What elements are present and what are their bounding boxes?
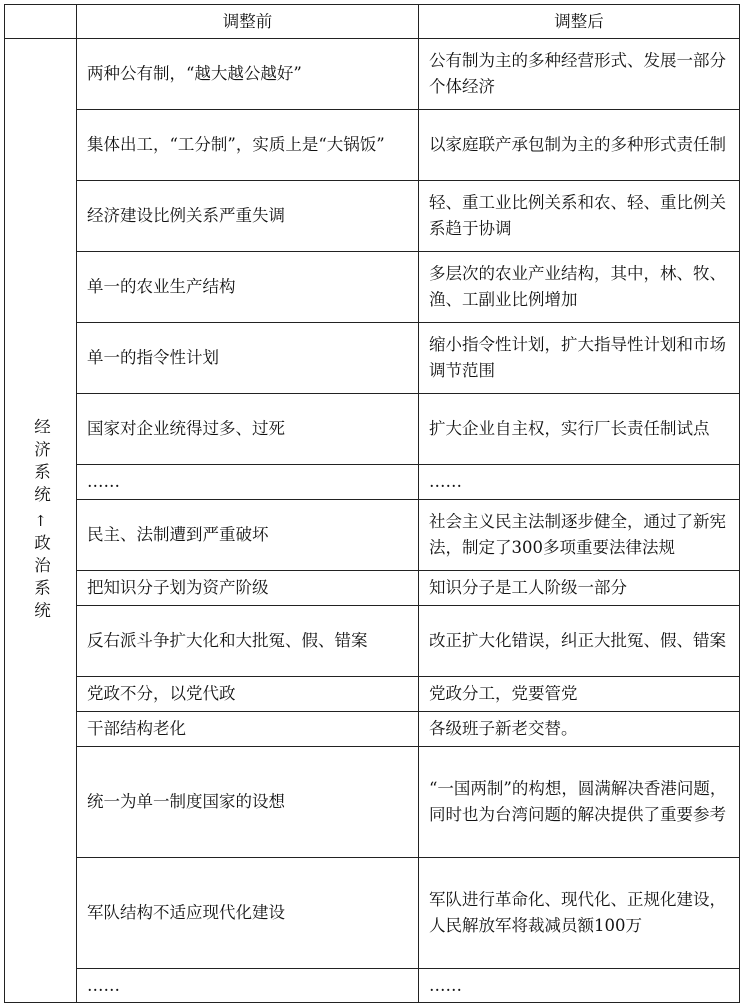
up-arrow-icon: ↑: [34, 511, 47, 530]
table-row: [5, 465, 740, 500]
cell-before: 两种公有制，“越大越公越好”: [77, 39, 419, 110]
cell-before: 集体出工，“工分制”，实质上是“大锅饭”: [77, 110, 419, 181]
cell-after: 社会主义民主法制逐步健全，通过了新宪法，制定了300多项重要法律法规: [419, 500, 740, 571]
header-row: [5, 5, 740, 39]
cell-before: 民主、法制遭到严重破坏: [77, 500, 419, 571]
header-after: 调整后: [419, 5, 740, 39]
table-row: [5, 571, 740, 606]
cell-after: ……: [419, 465, 740, 500]
cell-after: 军队进行革命化、现代化、正规化建设，人民解放军将裁减员额100万: [419, 858, 740, 969]
cell-after: 各级班子新老交替。: [419, 712, 740, 747]
table-row: [5, 39, 740, 110]
table-row: [5, 677, 740, 712]
header-before: 调整前: [77, 5, 419, 39]
cell-before: 国家对企业统得过多、过死: [77, 394, 419, 465]
cell-before: 反右派斗争扩大化和大批冤、假、错案: [77, 606, 419, 677]
cell-after: 缩小指令性计划，扩大指导性计划和市场调节范围: [419, 323, 740, 394]
cell-before: 经济建设比例关系严重失调: [77, 181, 419, 252]
table-row: [5, 606, 740, 677]
header-blank: [5, 5, 77, 39]
comparison-table: [4, 4, 740, 1003]
cell-before: 军队结构不适应现代化建设: [77, 858, 419, 969]
category-cell: [5, 39, 77, 1003]
cell-before: 干部结构老化: [77, 712, 419, 747]
table-body: [5, 39, 740, 1003]
cell-before: 党政不分，以党代政: [77, 677, 419, 712]
cell-before: ……: [77, 969, 419, 1003]
cell-before: 统一为单一制度国家的设想: [77, 747, 419, 858]
table-row: [5, 969, 740, 1003]
table-row: [5, 712, 740, 747]
cell-before: 把知识分子划为资产阶级: [77, 571, 419, 606]
table-row: [5, 394, 740, 465]
cell-after: 扩大企业自主权，实行厂长责任制试点: [419, 394, 740, 465]
category-bottom-label: 政治系统: [31, 533, 51, 624]
cell-after: 改正扩大化错误，纠正大批冤、假、错案: [419, 606, 740, 677]
table-row: [5, 110, 740, 181]
cell-after: 多层次的农业产业结构，其中，林、牧、渔、工副业比例增加: [419, 252, 740, 323]
cell-after: 知识分子是工人阶级一部分: [419, 571, 740, 606]
table-row: [5, 858, 740, 969]
cell-after: 党政分工，党要管党: [419, 677, 740, 712]
cell-after: “一国两制”的构想，圆满解决香港问题，同时也为台湾问题的解决提供了重要参考: [419, 747, 740, 858]
cell-before: 单一的指令性计划: [77, 323, 419, 394]
cell-after: ……: [419, 969, 740, 1003]
category-top-label: 经济系统: [31, 417, 51, 508]
cell-before: ……: [77, 465, 419, 500]
cell-after: 公有制为主的多种经营形式、发展一部分个体经济: [419, 39, 740, 110]
table-row: [5, 747, 740, 858]
cell-after: 以家庭联产承包制为主的多种形式责任制: [419, 110, 740, 181]
table-row: [5, 181, 740, 252]
cell-after: 轻、重工业比例关系和农、轻、重比例关系趋于协调: [419, 181, 740, 252]
table-row: [5, 500, 740, 571]
table-row: [5, 323, 740, 394]
table-row: [5, 252, 740, 323]
cell-before: 单一的农业生产结构: [77, 252, 419, 323]
